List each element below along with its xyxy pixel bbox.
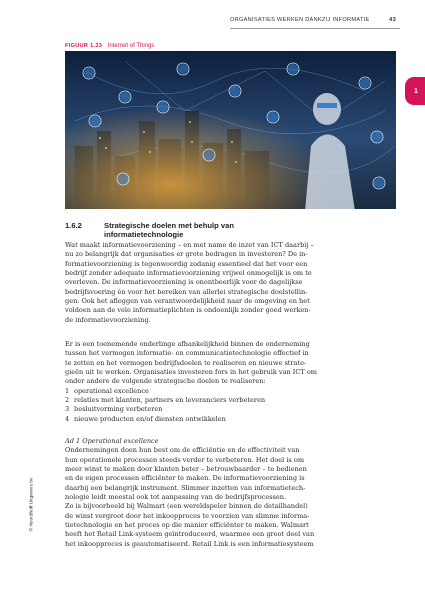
paragraph-line: onder andere de volgende strategische doelen te realiseren: <box>65 377 266 386</box>
figure-label: FIGUUR 1.33 <box>65 43 103 49</box>
list-number: 3 <box>65 405 70 414</box>
running-header <box>230 17 400 27</box>
goals-list <box>65 387 398 424</box>
paragraph-line: overleven. De informatievoorziening is onontbeerlijk voor de dagelijkse <box>65 278 303 287</box>
paragraph-line: de informatievoorziening. <box>65 315 151 324</box>
copyright-note <box>26 450 33 562</box>
paragraph-line: Ondernemingen doen hun best om de efficiëntie en de effectiviteit van <box>65 446 300 455</box>
paragraph-line: te zetten en het vermogen bedrijfsdoelen te realiseren en nieuwe strate- <box>65 358 307 367</box>
paragraph-line: heeft het Retail Link-systeem geïntroduceerd, waarmee een groot deel van <box>65 530 315 539</box>
paragraph-line: nu zo belangrijk dat organisaties er grote bedragen in investeren? De in- <box>65 250 308 259</box>
paragraph-line: de winst vergroot door het inkoopproces te voorzien van slimme informa- <box>65 511 310 520</box>
paragraph-1 <box>65 241 398 325</box>
paragraph-line: Wat maakt informatievoorziening – en met name de inzet van ICT daarbij – <box>65 241 314 249</box>
paragraph-line: meer winst te maken door klanten beter – betrouwbaarder – te bedienen <box>65 465 307 474</box>
paragraph-line: Zo is bijvoorbeeld bij Walmart (een wereldspeler binnen de detailhandel) <box>65 502 308 511</box>
chapter-tab: 1 <box>405 77 425 105</box>
list-item <box>65 405 398 414</box>
paragraph-line: tussen het vermogen informatie- en communicatietechnologie effectief in <box>65 349 309 358</box>
paragraph-2 <box>65 340 398 424</box>
figure-caption <box>65 43 154 49</box>
paragraph-line: voldoen aan de vele informatieplichten is ondoenlijk zonder goed werken- <box>65 306 311 315</box>
list-item <box>65 387 398 396</box>
paragraph-line: formatievoorziening is tegenwoordig zodanig essentieel dat het voor een <box>65 259 308 268</box>
list-text: relaties met klanten, partners en leveranciers verbeteren <box>74 396 266 405</box>
list-text: nieuwe producten en/of diensten ontwikkelen <box>74 414 226 423</box>
paragraph-line: bedrijf zonder adequate informatievoorziening vrijwel onmogelijk is om te <box>65 269 312 278</box>
paragraph-line: bedrijfsvoering én voor het bereiken van allerlei strategische doelstellin- <box>65 287 308 296</box>
list-number: 1 <box>65 386 70 395</box>
paragraph-line: daarbij een belangrijk instrument. Slimmer inzetten van informatietech- <box>65 483 306 492</box>
list-number: 2 <box>65 396 70 405</box>
paragraph-line: tietechnologie en het proces op die manier efficiënter te maken. Walmart <box>65 521 309 530</box>
copyright-text: © Noordhoff Uitgevers bv <box>29 477 35 532</box>
figure-image <box>65 51 396 209</box>
subsection-heading: Ad 1 Operational excellence <box>65 437 159 445</box>
paragraph-line: gieën uit te werken. Organisaties investeren fors in het gebruik van ICT om <box>65 368 317 377</box>
paragraph-line: gen. Ook het afleggen van verantwoordelijkheid naar de omgeving en het <box>65 297 310 306</box>
list-item <box>65 396 398 405</box>
running-title: ORGANISATIES WERKEN DANKZIJ INFORMATIE <box>230 17 370 23</box>
section-title: Strategische doelen met behulp van informatietechnologie <box>104 221 234 240</box>
page-number: 43 <box>389 17 396 23</box>
paragraph-line: hun operationele processen steeds verder te verbeteren. Het doel is om <box>65 455 305 464</box>
section-number: 1.6.2 <box>65 221 82 230</box>
list-text: besluitvorming verbeteren <box>74 405 163 414</box>
paragraph-line: nologie leidt meestal ook tot aanpassing van de bedrijfsprocessen. <box>65 493 287 502</box>
paragraph-line: het inkoopproces is geautomatiseerd. Retail Link is een informatiesysteem <box>65 539 314 548</box>
list-number: 4 <box>65 414 70 423</box>
paragraph-line: en de eigen processen efficiënter te maken. De informatievoorziening is <box>65 474 305 483</box>
iot-city-illustration <box>65 51 396 209</box>
header-rule <box>230 28 400 29</box>
subsection-operational-excellence <box>65 437 398 549</box>
list-item <box>65 415 398 424</box>
list-text: operational excellence <box>74 386 149 395</box>
paragraph-line: Er is een toenemende onderlinge afhankelijkheid binnen de onderneming <box>65 340 310 348</box>
figure-title: Internet of Things <box>107 43 155 49</box>
